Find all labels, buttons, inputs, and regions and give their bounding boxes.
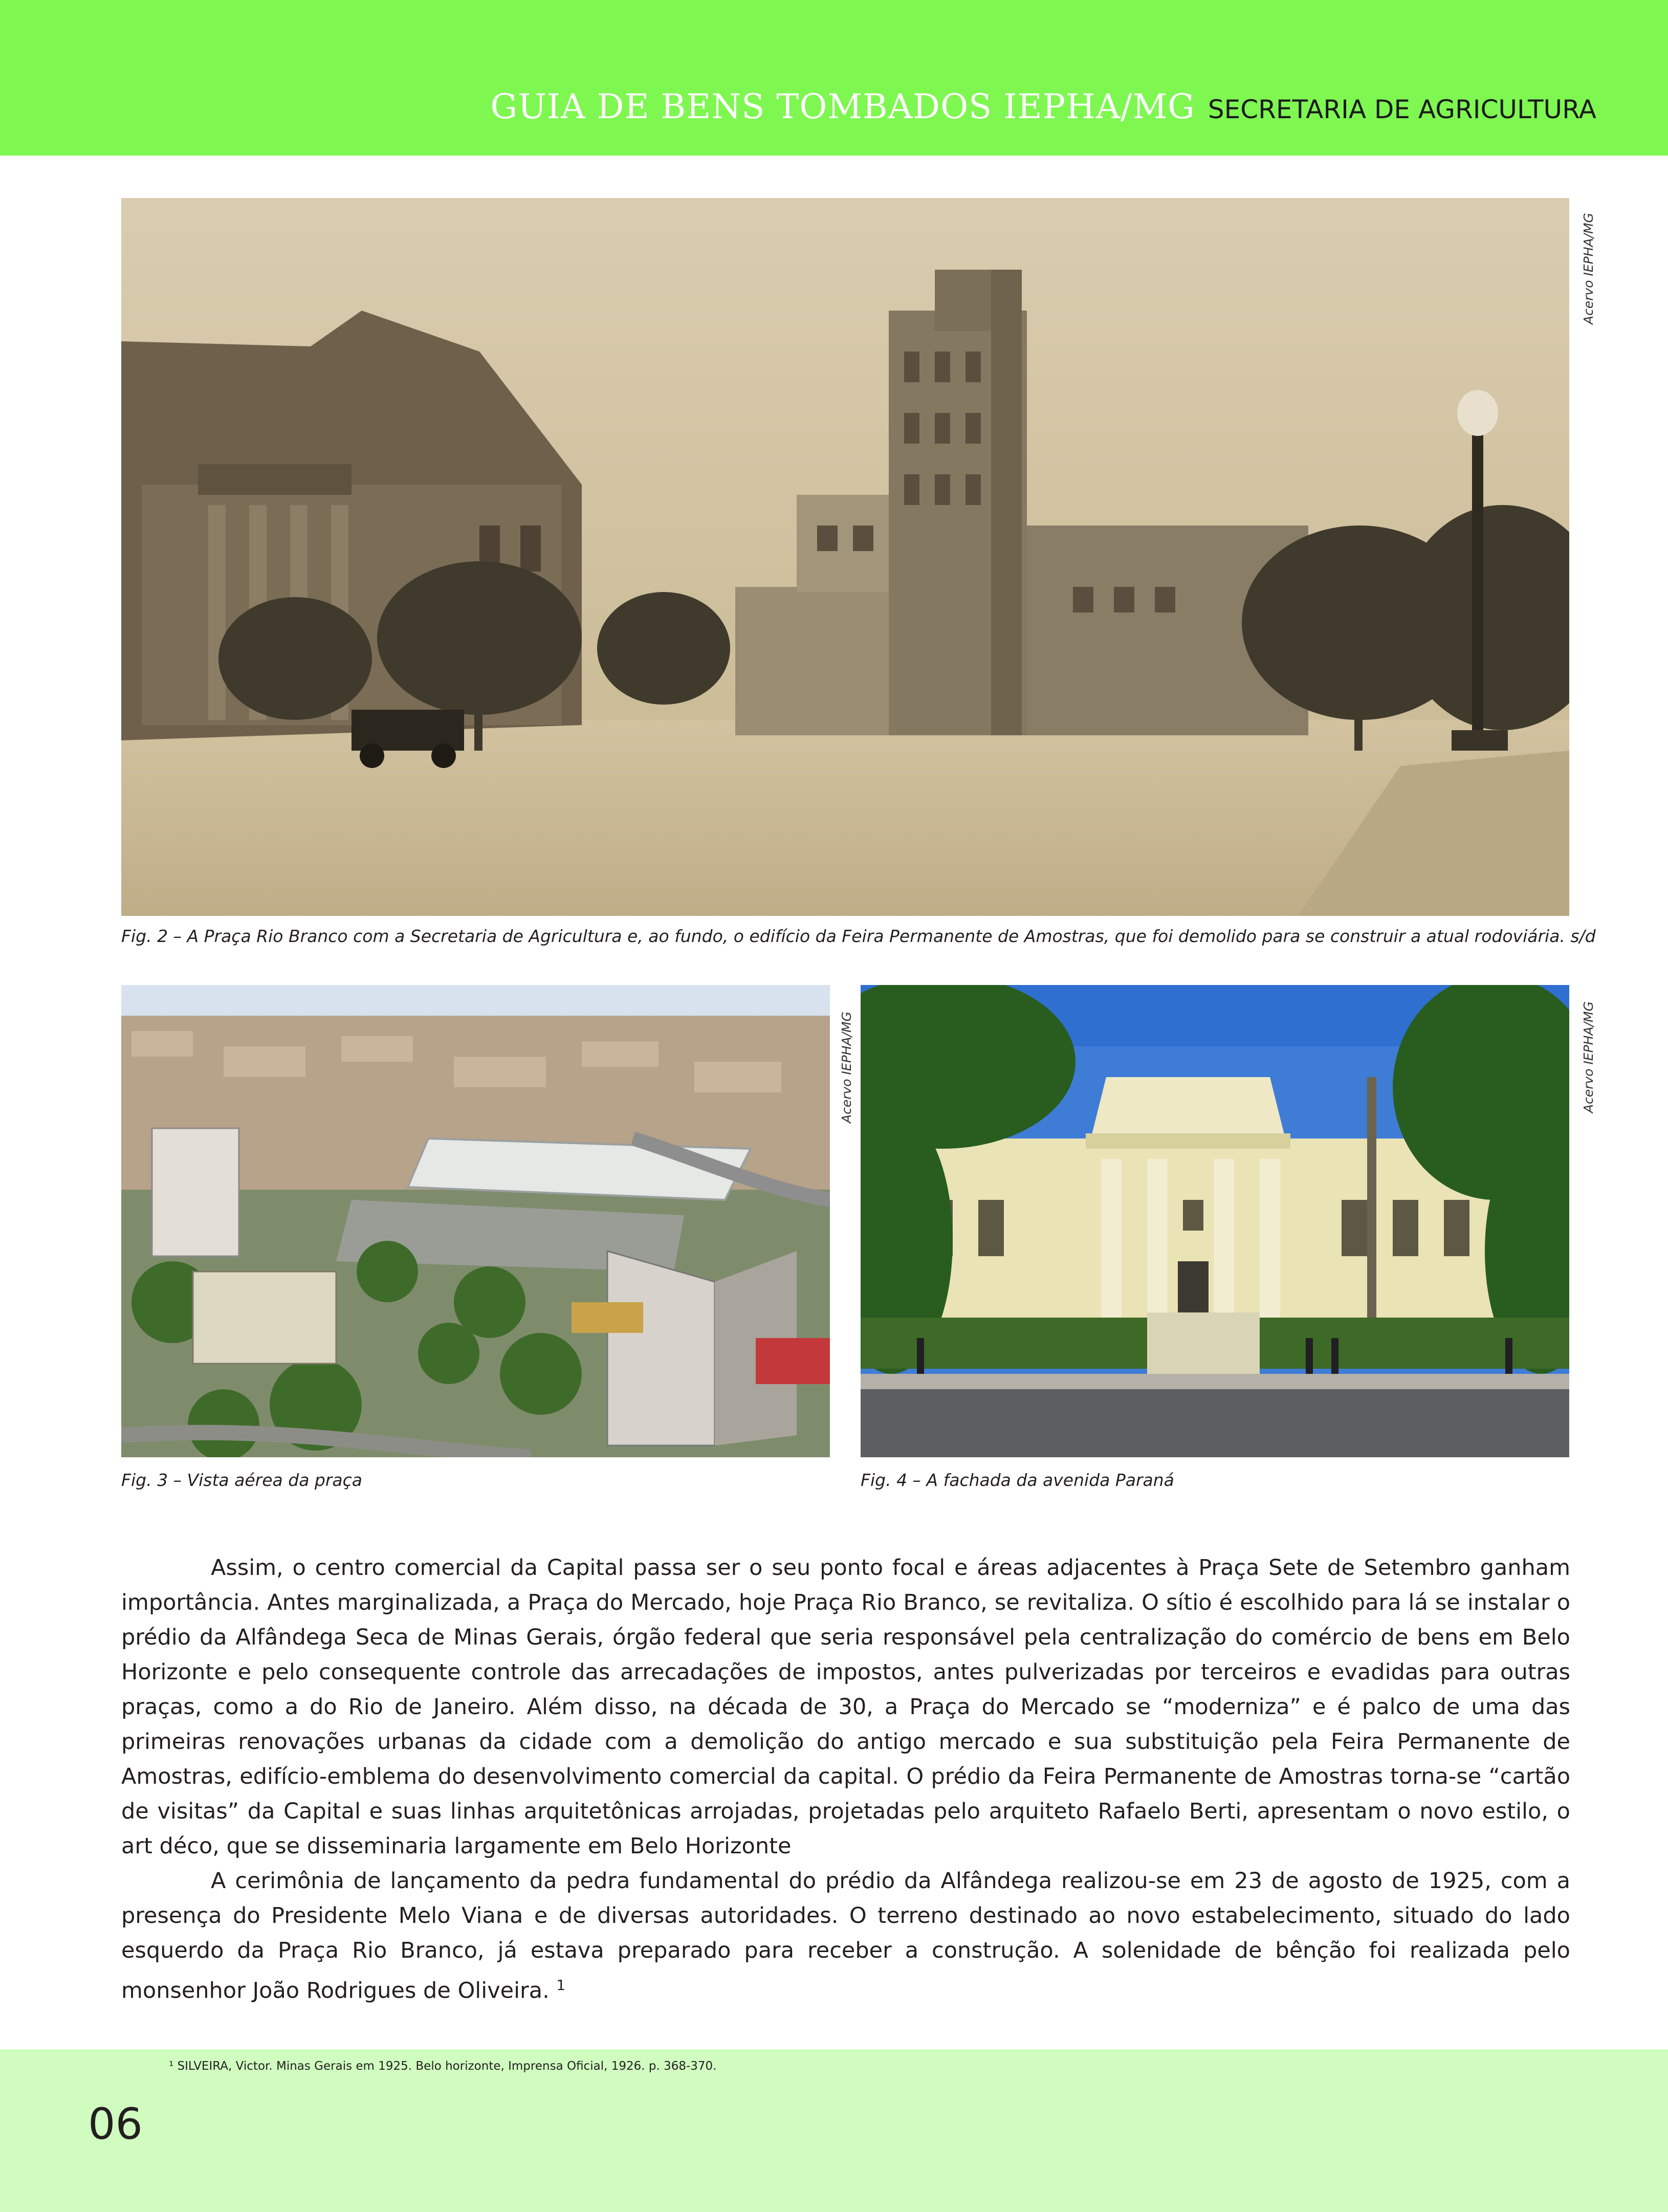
paragraph-text: A cerimônia de lançamento da pedra fundamental do prédio da Alfândega realizou-se em 23 de agosto de 1925, com a presença do Presidente Melo Viana e de diversas autoridades. O terreno destinado ao novo estabelecimento, situado do lado esquerdo da Praça Rio Branco, já estava preparado para receber a construção. A solenidade de bênção foi realizada pelo monsenhor João Rodrigues de Oliveira. bbox=[121, 1868, 1570, 2004]
photo-credit: Acervo IEPHA/MG bbox=[839, 1011, 854, 1123]
photo-credit: Acervo IEPHA/MG bbox=[1581, 1001, 1596, 1113]
figure-4-caption: Fig. 4 – A fachada da avenida Paraná bbox=[861, 1470, 1174, 1490]
footnote-marker: 1 bbox=[556, 1977, 566, 1994]
paragraph bbox=[121, 1864, 1570, 2008]
footer-band bbox=[0, 2049, 1668, 2212]
page-number: 06 bbox=[88, 2099, 143, 2149]
guide-title: GUIA DE BENS TOMBADOS IEPHA/MG bbox=[490, 87, 1195, 126]
figure-3-caption: Fig. 3 – Vista aérea da praça bbox=[121, 1470, 363, 1490]
header-band bbox=[0, 0, 1668, 156]
running-header bbox=[491, 87, 1596, 126]
parana-facade-photo bbox=[861, 985, 1569, 1457]
photo-credit: Acervo IEPHA/MG bbox=[1581, 212, 1596, 324]
figure-2-caption: Fig. 2 – A Praça Rio Branco com a Secretaria de Agricultura e, ao fundo, o edifício da Feira Permanente de Amostras, que foi demolido para se construir a atual rodoviária. s/d bbox=[121, 926, 1596, 946]
historic-square-photo bbox=[121, 198, 1569, 916]
footnote: ¹ SILVEIRA, Victor. Minas Gerais em 1925. Belo horizonte, Imprensa Oficial, 1926. p. 368-370. bbox=[169, 2060, 717, 2073]
article-body bbox=[121, 1550, 1570, 2008]
aerial-view-photo bbox=[121, 985, 830, 1457]
paragraph: Assim, o centro comercial da Capital passa ser o seu ponto focal e áreas adjacentes à Praça Sete de Setembro ganham importância. Antes marginalizada, a Praça do Mercado, hoje Praça Rio Branco, se revitaliza. O sítio é escolhido para lá se instalar o prédio da Alfândega Seca de Minas Gerais, órgão federal que seria responsável pela centralização do comércio de bens em Belo Horizonte e pelo consequente controle das arrecadações de impostos, antes pulverizadas por terceiros e evadidas para outras praças, como a do Rio de Janeiro. Além disso, na década de 30, a Praça do Mercado se “moderniza” e é palco de uma das primeiras renovações urbanas da cidade com a demolição do antigo mercado e sua substituição pela Feira Permanente de Amostras, edifício-emblema do desenvolvimento comercial da capital. O prédio da Feira Permanente de Amostras torna-se “cartão de visitas” da Capital e suas linhas arquitetônicas arrojadas, projetadas pelo arquiteto Rafaelo Berti, apresentam o novo estilo, o art déco, que se disseminaria largamente em Belo Horizonte bbox=[121, 1555, 1570, 1859]
section-title: SECRETARIA DE AGRICULTURA bbox=[1208, 95, 1596, 124]
